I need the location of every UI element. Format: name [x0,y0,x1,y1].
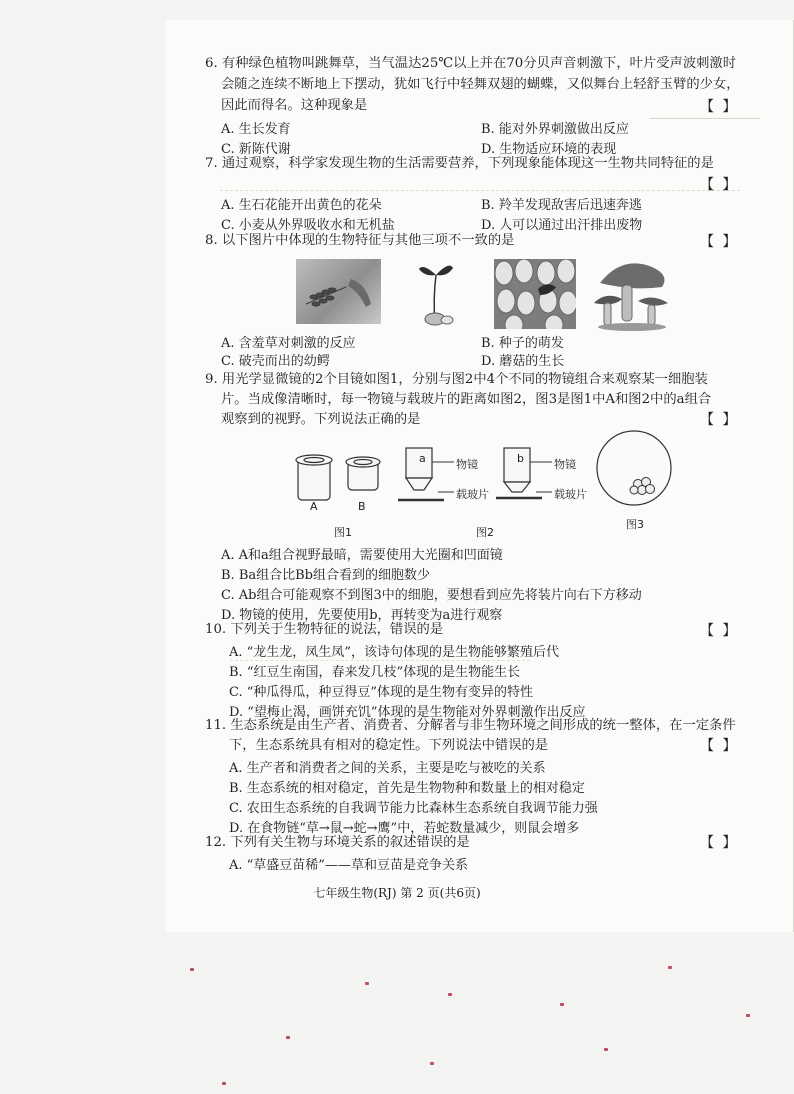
figure-1-caption: 图1 [334,526,352,539]
q8-line: 8. 以下图片中体现的生物特征与其他三项不一致的是 [205,233,515,248]
q6-option-a[interactable]: A. 生长发育 [221,122,291,137]
scan-speck [668,966,672,969]
objective-b-label: b [517,452,524,465]
scan-speck [365,982,369,985]
eyepiece-a-label: A [310,500,318,513]
q9-option-d[interactable]: D. 物镜的使用，先要使用b，再转变为a进行观察 [221,608,503,623]
q6-option-d[interactable]: D. 生物适应环境的表现 [481,142,617,157]
q6-option-b[interactable]: B. 能对外界刺激做出反应 [481,122,629,137]
q12-answer-bracket[interactable]: 【 】 [700,835,739,851]
q9-option-a[interactable]: A. A和a组合视野最暗，需要使用大光圈和凹面镜 [221,548,503,563]
q6-line-3: 因此而得名。这种现象是 [221,98,368,113]
scan-speck [560,1003,564,1006]
slide-label-2: 载玻片 [554,488,587,501]
objective-label-1: 物镜 [456,458,478,471]
q8-option-d[interactable]: D. 蘑菇的生长 [481,354,565,369]
germinating-seed-image [405,253,465,328]
q10-option-b[interactable]: B. “红豆生南国，春来发几枝”体现的是生物能生长 [229,665,521,680]
mimosa-leaf-icon [296,259,381,324]
mushroom-icon [592,253,672,333]
figure-1-eyepieces [292,450,392,512]
figure-3-field-of-view [594,428,674,508]
scan-speck [286,1036,290,1039]
q10-line: 10. 下列关于生物特征的说法，错误的是 [205,622,444,637]
mimosa-photo [296,259,381,324]
q7-option-c[interactable]: C. 小麦从外界吸收水和无机盐 [221,218,395,233]
mushroom-image [592,253,672,333]
q11-line-1: 11. 生态系统是由生产者、消费者、分解者与非生物环境之间形成的统一整体，在一定条件 [205,718,736,733]
scan-speck [190,968,194,971]
q6-line-1: 6. 有种绿色植物叫跳舞草，当气温达25℃以上并在70分贝声音刺激下，叶片受声波刺激时 [205,56,737,71]
eggs-icon [494,259,576,329]
scan-speck [222,1082,226,1085]
q10-option-a[interactable]: A. “龙生龙，凤生凤”，该诗句体现的是生物能够繁殖后代 [229,645,559,660]
q9-option-b[interactable]: B. Ba组合比Bb组合看到的细胞数少 [221,568,430,583]
q7-option-a[interactable]: A. 生石花能开出黄色的花朵 [221,198,382,213]
hatching-crocodile-photo [494,259,576,329]
q7-option-d[interactable]: D. 人可以通过出汗排出废物 [481,218,643,233]
scan-speck [604,1048,608,1051]
q10-answer-bracket[interactable]: 【 】 [700,623,739,639]
q8-option-a[interactable]: A. 含羞草对刺激的反应 [221,336,356,351]
scan-speck [448,993,452,996]
q8-option-c[interactable]: C. 破壳而出的幼鳄 [221,354,330,369]
seedling-icon [405,253,465,328]
figure-3-caption: 图3 [626,518,644,531]
q9-line-1: 9. 用光学显微镜的2个目镜如图1，分别与图2中4个不同的物镜组合来观察某一细胞装 [205,372,708,387]
q8-answer-bracket[interactable]: 【 】 [700,234,739,250]
q9-option-c[interactable]: C. Ab组合可能观察不到图3中的细胞，要想看到应先将装片向右下方移动 [221,588,642,603]
q9-line-2: 片。当成像清晰时，每一物镜与载玻片的距离如图2，图3是图1中A和图2中的a组合 [221,392,712,407]
q8-option-b[interactable]: B. 种子的萌发 [481,336,564,351]
q6-answer-bracket[interactable]: 【 】 [700,99,739,115]
q10-option-c[interactable]: C. “种瓜得瓜，种豆得豆”体现的是生物有变异的特性 [229,685,534,700]
page-footer: 七年级生物(RJ) 第 2 页(共6页) [313,886,481,900]
q11-option-a[interactable]: A. 生产者和消费者之间的关系，主要是吃与被吃的关系 [229,761,546,776]
q9-line-3: 观察到的视野。下列说法正确的是 [221,412,421,427]
q10-option-d[interactable]: D. “望梅止渴，画饼充饥”体现的是生物能对外界刺激作出反应 [229,705,586,720]
objective-label-2: 物镜 [554,458,576,471]
q6-option-c[interactable]: C. 新陈代谢 [221,142,291,157]
scan-speck [746,1014,750,1017]
q12-line: 12. 下列有关生物与环境关系的叙述错误的是 [205,835,470,850]
q7-answer-bracket[interactable]: 【 】 [700,177,739,193]
q7-line: 7. 通过观察，科学家发现生物的生活需要营养，下列现象能体现这一生物共同特征的是 [205,156,714,171]
q6-line-2: 会随之连续不断地上下摆动，犹如飞行中轻舞双翅的蝴蝶，又似舞台上轻舒玉臂的少女， [221,77,740,92]
q7-option-b[interactable]: B. 羚羊发现敌害后迅速奔逃 [481,198,642,213]
q11-option-c[interactable]: C. 农田生态系统的自我调节能力比森林生态系统自我调节能力强 [229,801,598,816]
q11-option-b[interactable]: B. 生态系统的相对稳定，首先是生物物种和数量上的相对稳定 [229,781,585,796]
q11-answer-bracket[interactable]: 【 】 [700,738,739,754]
objective-a-label: a [419,452,426,465]
q11-line-2: 下，生态系统具有相对的稳定性。下列说法中错误的是 [229,738,549,753]
figure-2-caption: 图2 [476,526,494,539]
q11-option-d[interactable]: D. 在食物链“草→鼠→蛇→鹰”中，若蛇数量减少，则鼠会增多 [229,821,580,836]
slide-label-1: 载玻片 [456,488,489,501]
scan-speck [430,1062,434,1065]
q12-option-a[interactable]: A. “草盛豆苗稀”——草和豆苗是竞争关系 [229,858,468,873]
eyepiece-b-label: B [358,500,366,513]
q9-answer-bracket[interactable]: 【 】 [700,412,739,428]
